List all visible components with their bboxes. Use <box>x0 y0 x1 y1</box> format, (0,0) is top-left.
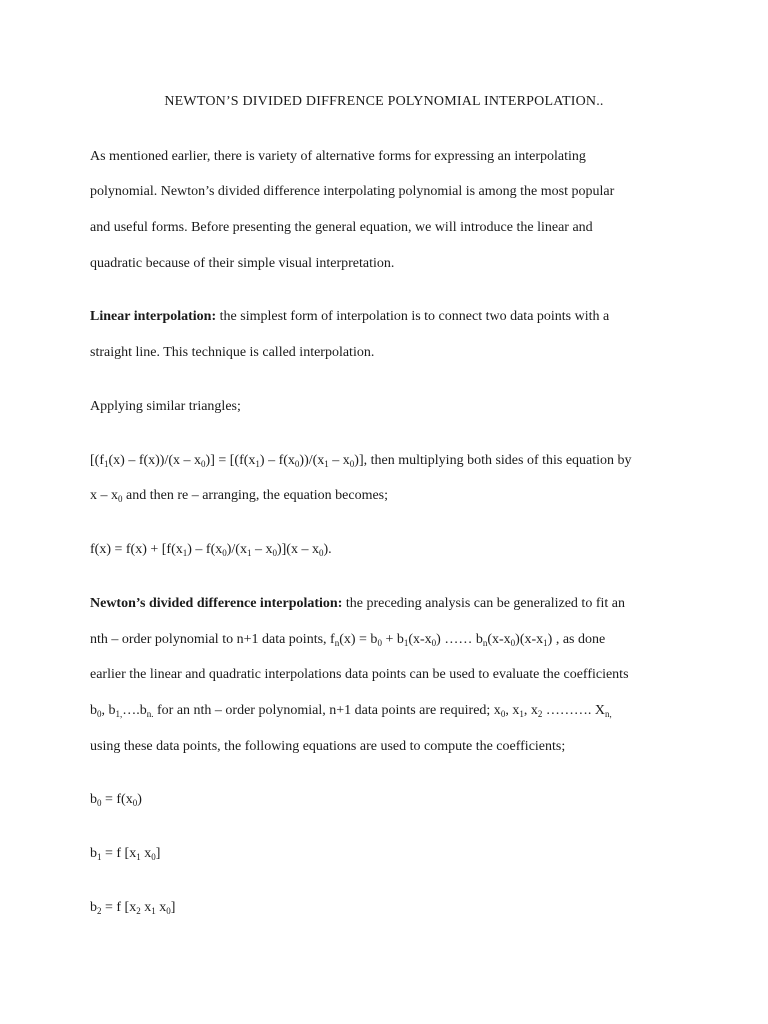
newton-line-4 <box>90 702 612 720</box>
eq-sub: 0 <box>272 548 277 558</box>
eq-sub: 0 <box>510 638 516 648</box>
eq-text: ….b <box>122 703 147 718</box>
eq-text: )], then multiplying both sides of this equation by <box>354 453 632 468</box>
document-title: NEWTON’S DIVIDED DIFFRENCE POLYNOMIAL INTERPOLATION.. <box>164 94 604 109</box>
eq-sub: 0 <box>500 709 506 719</box>
eq-text: ) – f(x <box>187 542 223 557</box>
eq-text: – x <box>328 453 350 468</box>
eq-sub: n <box>482 638 488 648</box>
eq-text: )] = [(f(x <box>205 453 256 468</box>
eq-sub: 1, <box>115 709 123 719</box>
eq-text: f(x) = f(x) + [f(x <box>90 542 183 557</box>
eq-text: ) – f(x <box>259 453 295 468</box>
intro-line-2: polynomial. Newton’s divided difference interpolating polynomial is among the most popular <box>90 184 615 199</box>
eq-text: b <box>90 792 97 807</box>
newton-heading: Newton’s divided difference interpolation: <box>90 596 343 611</box>
eq-text: ] <box>170 900 176 915</box>
eq-sub: 2 <box>136 906 141 916</box>
eq-sub: 0 <box>132 798 138 808</box>
eq-sub: 0 <box>377 638 382 648</box>
eq-sub: 0 <box>222 548 227 558</box>
eq-text: ) …… b <box>436 632 483 647</box>
eq-sub: 1 <box>136 852 141 862</box>
eq-text: = f [x <box>101 846 137 861</box>
coefficient-b2 <box>90 899 175 917</box>
eq-text: nth – order polynomial to n+1 data points, f <box>90 632 335 647</box>
eq-text: )(x-x <box>515 632 544 647</box>
eq-text: + b <box>381 632 404 647</box>
eq-sub: 0 <box>318 548 324 558</box>
linear-text: the simplest form of interpolation is to connect two data points with a <box>216 309 610 324</box>
intro-line-3: and useful forms. Before presenting the general equation, we will introduce the linear and <box>90 220 593 235</box>
eq-text: ………. X <box>542 703 605 718</box>
eq-text: x <box>140 846 152 861</box>
eq-sub: n <box>334 638 340 648</box>
eq-text: x – x <box>90 488 118 503</box>
eq-text: (x-x <box>487 632 511 647</box>
eq-sub: 1 <box>97 852 102 862</box>
eq-text: and then re – arranging, the equation becomes; <box>122 488 389 503</box>
eq-text: b <box>90 900 97 915</box>
eq-text: , b <box>101 703 116 718</box>
linear-interpolation-line-2: straight line. This technique is called interpolation. <box>90 345 375 360</box>
eq-text: x <box>155 900 167 915</box>
eq-text: [(f <box>90 453 104 468</box>
eq-text: b <box>90 846 97 861</box>
eq-sub: 1 <box>104 459 109 469</box>
similar-triangles-text: Applying similar triangles; <box>90 399 241 414</box>
newton-line-3: earlier the linear and quadratic interpolations data points can be used to evaluate the coefficients <box>90 667 629 682</box>
coefficient-b0 <box>90 791 142 809</box>
intro-line-4: quadratic because of their simple visual interpretation. <box>90 256 395 271</box>
eq-text: (x-x <box>408 632 432 647</box>
eq-sub: n, <box>604 709 612 719</box>
equation-1-line-1 <box>90 452 632 470</box>
eq-text: = f(x <box>101 792 133 807</box>
linear-interpolation-heading: Linear interpolation: <box>90 309 217 324</box>
eq-text: x <box>140 900 152 915</box>
eq-sub: 1 <box>182 548 188 558</box>
eq-text: , x <box>505 703 520 718</box>
eq-sub: n. <box>146 709 154 719</box>
eq-text: (x) = b <box>339 632 378 647</box>
eq-text: ) <box>137 792 142 807</box>
eq-sub: 0 <box>431 638 437 648</box>
eq-sub: 2 <box>97 906 102 916</box>
coefficient-b1 <box>90 845 160 863</box>
eq-sub: 1 <box>519 709 524 719</box>
eq-sub: 1 <box>403 638 409 648</box>
eq-sub: 0 <box>151 852 156 862</box>
eq-text: ] <box>155 846 161 861</box>
linear-interpolation-line-1 <box>90 308 609 326</box>
eq-sub: 0 <box>349 459 355 469</box>
eq-text: ))/(x <box>299 453 325 468</box>
eq-text: )/(x <box>226 542 247 557</box>
newton-line-5: using these data points, the following equations are used to compute the coefficients; <box>90 739 566 754</box>
eq-text: – x <box>251 542 273 557</box>
eq-text: = f [x <box>101 900 137 915</box>
eq-sub: 0 <box>97 709 102 719</box>
newton-text: the preceding analysis can be generalized to fit an <box>342 596 625 611</box>
eq-sub: 0 <box>201 459 206 469</box>
eq-sub: 1 <box>543 638 548 648</box>
eq-text: , x <box>523 703 538 718</box>
eq-sub: 1 <box>255 459 260 469</box>
newton-line-2 <box>90 631 605 649</box>
eq-sub: 1 <box>324 459 329 469</box>
intro-line-1: As mentioned earlier, there is variety of alternative forms for expressing an interpolating <box>90 149 586 164</box>
eq-text: )](x – x <box>276 542 319 557</box>
eq-sub: 2 <box>537 709 543 719</box>
eq-sub: 0 <box>294 459 300 469</box>
equation-2 <box>90 541 332 559</box>
eq-text: (x) – f(x))/(x – x <box>108 453 202 468</box>
eq-text: for an nth – order polynomial, n+1 data points are required; x <box>153 703 501 718</box>
eq-text: b <box>90 703 97 718</box>
eq-sub: 0 <box>118 494 123 504</box>
eq-sub: 1 <box>151 906 156 916</box>
eq-text: ). <box>323 542 332 557</box>
eq-text: ) , as done <box>547 632 606 647</box>
eq-sub: 0 <box>97 798 102 808</box>
newton-line-1 <box>90 595 625 613</box>
equation-1-line-2 <box>90 487 388 505</box>
eq-sub: 1 <box>246 548 252 558</box>
eq-sub: 0 <box>166 906 171 916</box>
